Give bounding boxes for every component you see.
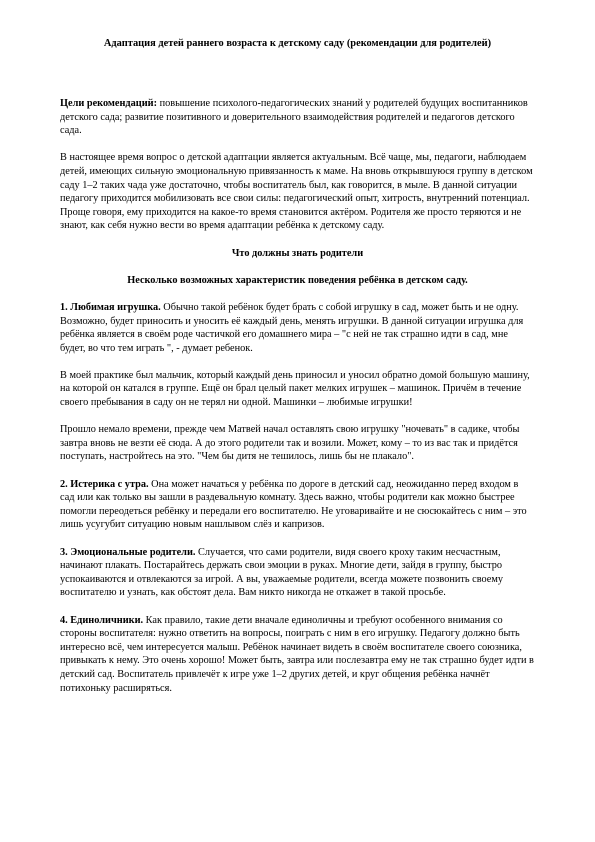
item-morning-tantrum [60,478,535,532]
goals-label: Цели рекомендаций: [60,98,158,109]
item-favorite-toy-label: 1. Любимая игрушка. [60,301,161,313]
story-paragraph-2: Прошло немало времени, прежде чем Матвей начал оставлять свою игрушку "ночевать" в садике, чтобы завтра вновь не везти её сюда. А до этого родители так и возили. Может, кому – то из вас так и придётся поступать, настройтесь на это. "Чем бы дитя не тешилось, лишь бы не плакало". [60,424,520,463]
item-emotional-parents [60,546,535,600]
story-paragraph-1: В моей практике был мальчик, который каждый день приносил и уносил обратно домой большую машину, на которой он катался в группе. Ещё он брал целый пакет мелких игрушек – машинок. Причём в течение своего пребывания в саду он не терял ни одной. Машинки – любимые игрушки! [60,369,530,409]
item-emotional-parents-text: Случается, что сами родители, видя своего кроху таким несчастным, начинают плакать. Постарайтесь держать свои эмоции в руках. Многие дети, зайдя в группу, быстро успокаиваются и отвлекаются за игрой. А вы, уважаемые родители, всегда можете позвонить своему воспитателю и узнать, как обстоят дела. Вам никто никогда не откажет в такой просьбе. [60,546,504,599]
goals-text: повышение психолого-педагогических знаний у родителей будущих воспитанников детского сада; развитие позитивного и доверительного взаимодействия родителей и педагогов детского сада. [60,98,528,137]
section-heading-behavior: Несколько возможных характеристик поведения ребёнка в детском саду. [127,274,468,286]
intro-paragraph: В настоящее время вопрос о детской адаптации является актуальным. Всё чаще, мы, педагоги, наблюдаем детей, имеющих сильную эмоциональную привязанность к маме. На вновь открывшуюся группу в детском саду 1–2 таких чада уже достаточно, чтобы воспитатель был, как говорится, в мыле. В данной ситуации педагогу приходится мобилизовать все свои силы: педагогический опыт, хитрость, внутренний потенциал. Проще говоря, ему приходится на какое-то время становится актёром. Родителя же просто теряются и не знают, как себя нужно вести во время адаптации ребёнка к детскому саду. [60,152,533,232]
item-favorite-toy-text: Обычно такой ребёнок будет брать с собой игрушку в сад, может быть и не одну. Возможно, будет приносить и уносить её каждый день, менять игрушки. В данной ситуации игрушка для ребёнка является в своём роде частичкой его домашнего мира – "с ней не так страшно идти в сад, мне будет, во что тем играть ", - думает ребенок. [60,301,524,354]
item-emotional-parents-label: 3. Эмоциональные родители. [60,546,196,558]
item-loners [60,614,535,696]
item-morning-tantrum-text: Она может начаться у ребёнка по дороге в детский сад, неожиданно перед входом в сад или как только вы зашли в раздевальную комнату. Здесь важно, чтобы родители как можно быстрее помогли переодеться ребёнку и передали его воспитателю. Не уговаривайте и не сюсюкайтесь с ним – это лишь усугубит ситуацию новым нашлывом слёз и капризов. [60,478,527,531]
item-loners-text: Как правило, такие дети вначале единоличны и требуют особенного внимания со стороны воспитателя: нужно ответить на вопросы, поиграть с ним в его игрушку. Педагогу должно быть интересно всё, чем интересуется малыш. Ребёнок начинает видеть в своём воспитателе своего союзника, привыкать к нему. Это очень хорошо! Может быть, завтра или послезавтра ему не так страшно будет идти в детский сад. Воспитатель привлечёт к игре уже 1–2 других детей, и круг общения ребёнка начнёт потихоньку расширяться. [60,614,534,694]
document-body [60,97,535,709]
section-heading-parents: Что должны знать родители [231,247,364,259]
document-title: Адаптация детей раннего возраста к детскому саду (рекомендации для родителей) [103,38,492,49]
goals-paragraph [60,97,535,138]
item-morning-tantrum-label: 2. Истерика с утра. [60,478,149,490]
item-favorite-toy [60,301,535,355]
item-loners-label: 4. Единоличники. [60,614,144,626]
